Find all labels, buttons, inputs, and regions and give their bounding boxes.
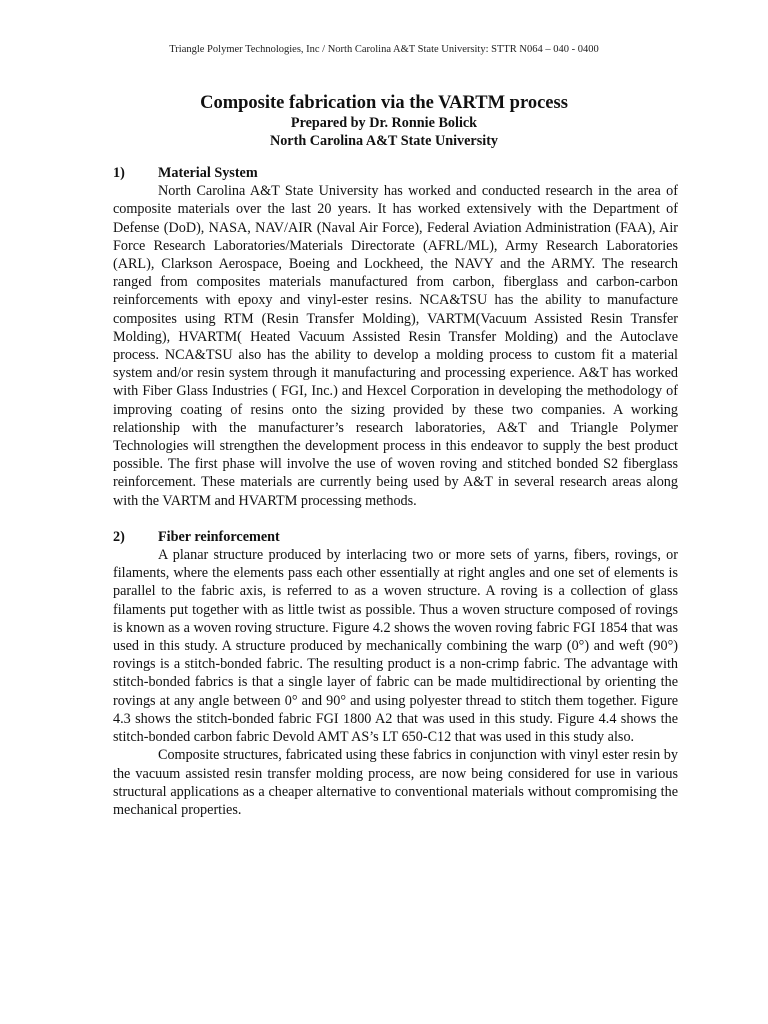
section-spacer bbox=[113, 510, 678, 528]
author-line: Prepared by Dr. Ronnie Bolick bbox=[290, 115, 478, 131]
section-title: Material System bbox=[158, 165, 258, 181]
institution-line: North Carolina A&T State University bbox=[269, 133, 499, 149]
section-fiber-reinforcement bbox=[113, 528, 678, 819]
title-block bbox=[0, 92, 768, 150]
paragraph: A planar structure produced by interlacing two or more sets of yarns, fibers, rovings, or filaments, where the elements pass each other essentially at right angles and one set of elements is parallel to the fabric axis, is referred to as a woven structure. A roving is a collection of glass filaments put together with as little twist as possible. Thus a woven structure composed of rovings is known as a woven roving structure. Figure 4.2 shows the woven roving fabric FGI 1854 that was used in this study. A structure produced by mechanically combining the warp (0°) and weft (90°) rovings is a stitch-bonded fabric. The resulting product is a non-crimp fabric. The advantage with stitch-bonded fabrics is that a single layer of fabric can be made multidirectional by orienting the rovings at any angle between 0° and 90° and using polyester thread to stitch them together. Figure 4.3 shows the stitch-bonded fabric FGI 1800 A2 that was used in this study. Figure 4.4 shows the stitch-bonded carbon fabric Devold AMT AS’s LT 650-C12 that was used in this study also. bbox=[113, 547, 678, 746]
section-heading bbox=[113, 528, 678, 546]
paragraph: North Carolina A&T State University has worked and conducted research in the area of composite materials over the last 20 years. It has worked extensively with the Department of Defense (DoD), NASA, NAV/AIR (Naval Air Force), Federal Aviation Administration (FAA), Air Force Research Laboratories/Materials Directorate (AFRL/ML), Army Research Laboratories (ARL), Clarkson Aerospace, Boeing and Lockheed, the NAVY and the ARMY. The research ranged from composites materials manufactured from carbon, fiberglass and carbon-carbon reinforcements with epoxy and vinyl-ester resins. NCA&TSU has the ability to manufacture composites using RTM (Resin Transfer Molding), VARTM(Vacuum Assisted Resin Transfer Molding), HVARTM( Heated Vacuum Assisted Resin Transfer Molding) and the Autoclave process. NCA&TSU also has the ability to develop a molding process to custom fit a material system and/or resin system through it manufacturing and processing experience. A&T has worked with Fiber Glass Industries ( FGI, Inc.) and Hexcel Corporation in developing the methodology of improving coating of resins onto the sizing provided by these two companies. A working relationship with the manufacturer’s research laboratories, A&T and Triangle Polymer Technologies will strengthen the development process in this endeavor to supply the best product possible. The first phase will involve the use of woven roving and stitched bonded S2 fiberglass reinforcement. These materials are currently being used by A&T in several research areas along with the VARTM and HVARTM processing methods. bbox=[113, 183, 678, 509]
paragraph: Composite structures, fabricated using these fabrics in conjunction with vinyl ester resin by the vacuum assisted resin transfer molding process, are now being considered for use in various structural applications as a cheaper alternative to conventional materials without compromising the mechanical properties. bbox=[113, 747, 678, 818]
section-heading bbox=[113, 164, 678, 182]
section-material-system bbox=[113, 164, 678, 510]
running-header: Triangle Polymer Technologies, Inc / North Carolina A&T State University: STTR N064 – 040 - 0400 bbox=[169, 44, 599, 55]
document-body bbox=[113, 164, 678, 819]
section-title: Fiber reinforcement bbox=[158, 528, 280, 545]
document-title: Composite fabrication via the VARTM process bbox=[200, 93, 568, 113]
section-number: 1) bbox=[113, 165, 125, 181]
section-number: 2) bbox=[113, 528, 125, 545]
